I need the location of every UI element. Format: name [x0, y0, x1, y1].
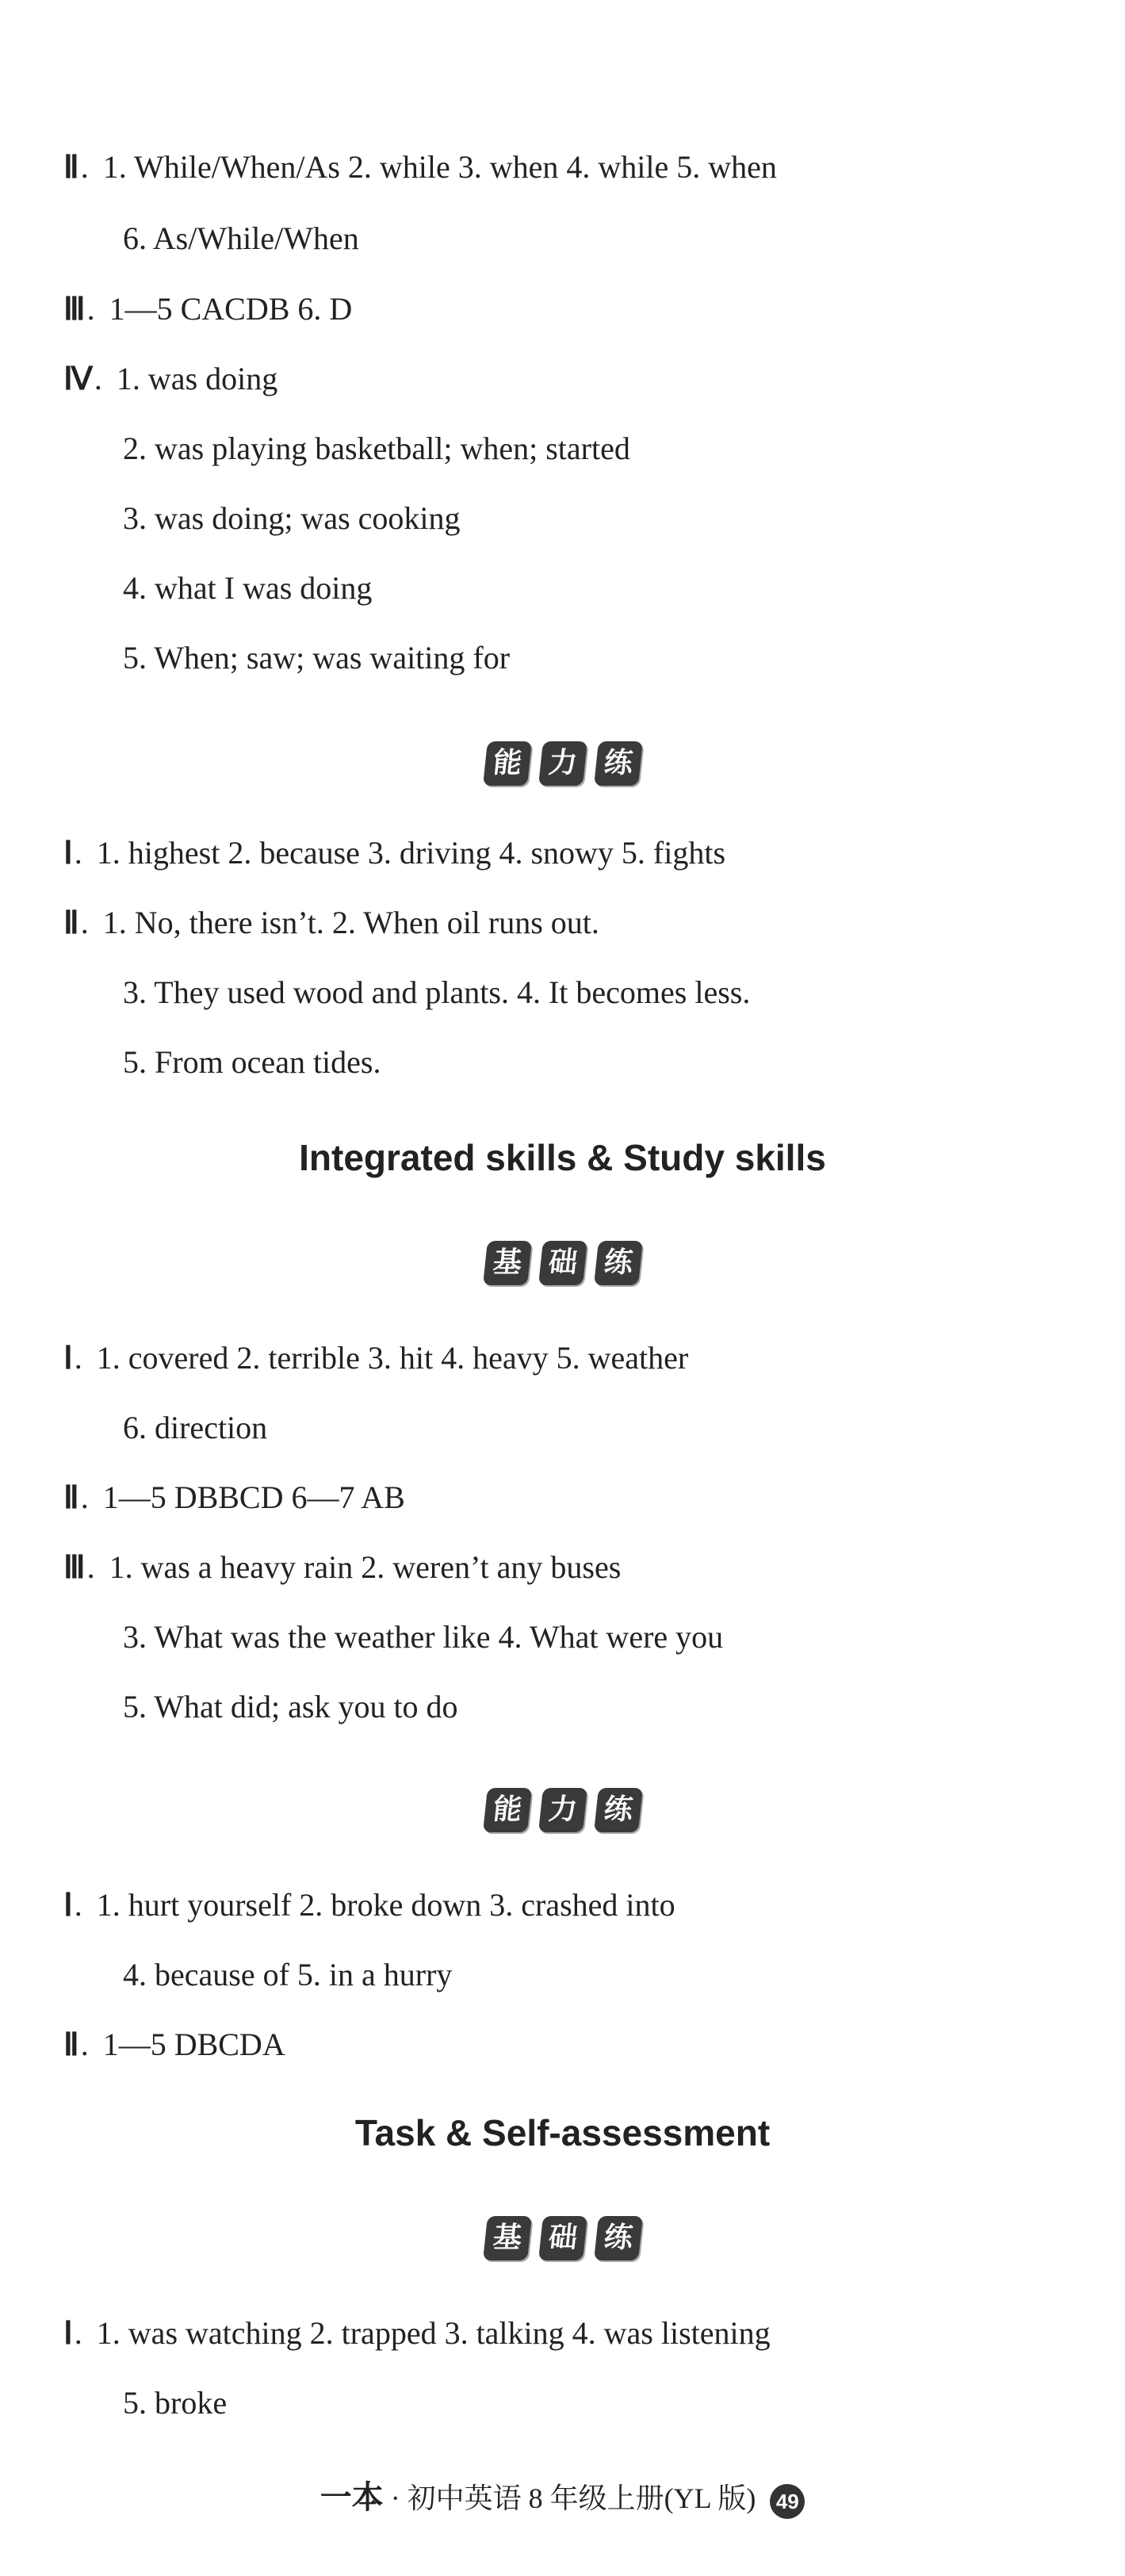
answer-line: [63, 1545, 621, 1590]
answer-text: 3. They used wood and plants. 4. It becomes less.: [123, 974, 751, 1010]
section-numeral: Ⅱ .: [63, 145, 89, 189]
answer-line: [63, 901, 599, 945]
badge-char: 练: [594, 741, 643, 786]
section-heading: Integrated skills & Study skills: [299, 1137, 826, 1178]
practice-type-badge: [0, 1788, 1125, 1839]
answer-line: [123, 636, 510, 680]
answer-line: [63, 1336, 688, 1380]
answer-text: 1. covered 2. terrible 3. hit 4. heavy 5. weather: [96, 1340, 689, 1376]
footer-book-title: · 初中英语 8 年级上册(YL 版): [383, 2482, 756, 2514]
answer-text: 1. While/When/As 2. while 3. when 4. while 5. when: [102, 149, 777, 185]
answer-text: 5. From ocean tides.: [123, 1044, 381, 1080]
answer-text: 3. What was the weather like 4. What were you: [123, 1619, 724, 1655]
answer-line: [123, 427, 630, 471]
answer-text: 4. what I was doing: [123, 570, 373, 606]
badge-char: 能: [483, 1788, 532, 1832]
answer-line: [123, 216, 359, 261]
footer-brand: 一本: [320, 2479, 384, 2515]
answer-line: [123, 496, 461, 541]
practice-type-badge: [0, 1241, 1125, 1292]
section-numeral: Ⅰ .: [63, 1883, 82, 1927]
answer-text: 1—5 CACDB 6. D: [109, 291, 353, 327]
answer-line: [123, 566, 372, 611]
answer-line: [63, 1883, 675, 1927]
answer-text: 5. When; saw; was waiting for: [123, 640, 511, 676]
answer-text: 1—5 DBBCD 6—7 AB: [102, 1479, 405, 1515]
section-heading: Task & Self-assessment: [354, 2112, 771, 2153]
answer-text: 5. What did; ask you to do: [123, 1689, 458, 1724]
answer-text: 1. was watching 2. trapped 3. talking 4. was listening: [96, 2315, 771, 2351]
answer-line: [63, 2023, 285, 2067]
badge-char: 础: [538, 2216, 587, 2260]
section-numeral: Ⅱ .: [63, 2023, 89, 2067]
practice-type-badge: [0, 741, 1125, 792]
section-numeral: Ⅱ .: [63, 901, 89, 945]
answer-line: [63, 1476, 405, 1520]
badge-char: 能: [483, 741, 532, 786]
answer-line: [63, 287, 352, 331]
answer-text: 6. As/While/When: [123, 220, 359, 256]
answer-line: [123, 1615, 723, 1659]
practice-type-badge: [0, 2216, 1125, 2267]
answer-text: 2. was playing basketball; when; started: [123, 431, 630, 466]
answer-line: [123, 970, 750, 1015]
section-numeral: Ⅰ .: [63, 831, 82, 875]
answer-line: [123, 1953, 452, 1997]
section-numeral: Ⅳ .: [63, 357, 102, 401]
page-number-badge: 49: [770, 2484, 805, 2519]
answer-line: [123, 1685, 458, 1729]
answer-line: [63, 831, 725, 875]
answer-text: 1. No, there isn’t. 2. When oil runs out.: [102, 905, 599, 940]
answer-line: [123, 2381, 227, 2425]
badge-char: 力: [538, 1788, 587, 1832]
badge-char: 力: [538, 741, 587, 786]
answer-text: 1. hurt yourself 2. broke down 3. crashed into: [96, 1887, 675, 1923]
section-numeral: Ⅲ .: [63, 1545, 95, 1590]
answer-line: [123, 1040, 381, 1085]
answer-text: 1—5 DBCDA: [102, 2027, 285, 2062]
answer-text: 6. direction: [123, 1410, 268, 1445]
section-numeral: Ⅰ .: [63, 1336, 82, 1380]
answer-text: 1. was doing: [116, 361, 278, 396]
badge-char: 础: [538, 1241, 587, 1285]
badge-char: 练: [594, 2216, 643, 2260]
answer-text: 1. highest 2. because 3. driving 4. snowy 5. fights: [96, 835, 726, 871]
section-numeral: Ⅲ .: [63, 287, 95, 331]
answer-text: 5. broke: [123, 2385, 228, 2421]
answer-line: [63, 2311, 771, 2356]
badge-char: 基: [483, 1241, 532, 1285]
page-footer: [0, 2478, 1125, 2519]
badge-char: 练: [594, 1241, 643, 1285]
answer-text: 3. was doing; was cooking: [123, 500, 461, 536]
section-numeral: Ⅰ .: [63, 2311, 82, 2356]
answer-text: 1. was a heavy rain 2. weren’t any buses: [109, 1549, 622, 1585]
section-numeral: Ⅱ .: [63, 1476, 89, 1520]
answer-line: [63, 145, 777, 189]
answer-line: [123, 1406, 267, 1450]
badge-char: 基: [483, 2216, 532, 2260]
badge-char: 练: [594, 1788, 643, 1832]
answer-text: 4. because of 5. in a hurry: [123, 1957, 453, 1992]
answer-line: [63, 357, 277, 401]
